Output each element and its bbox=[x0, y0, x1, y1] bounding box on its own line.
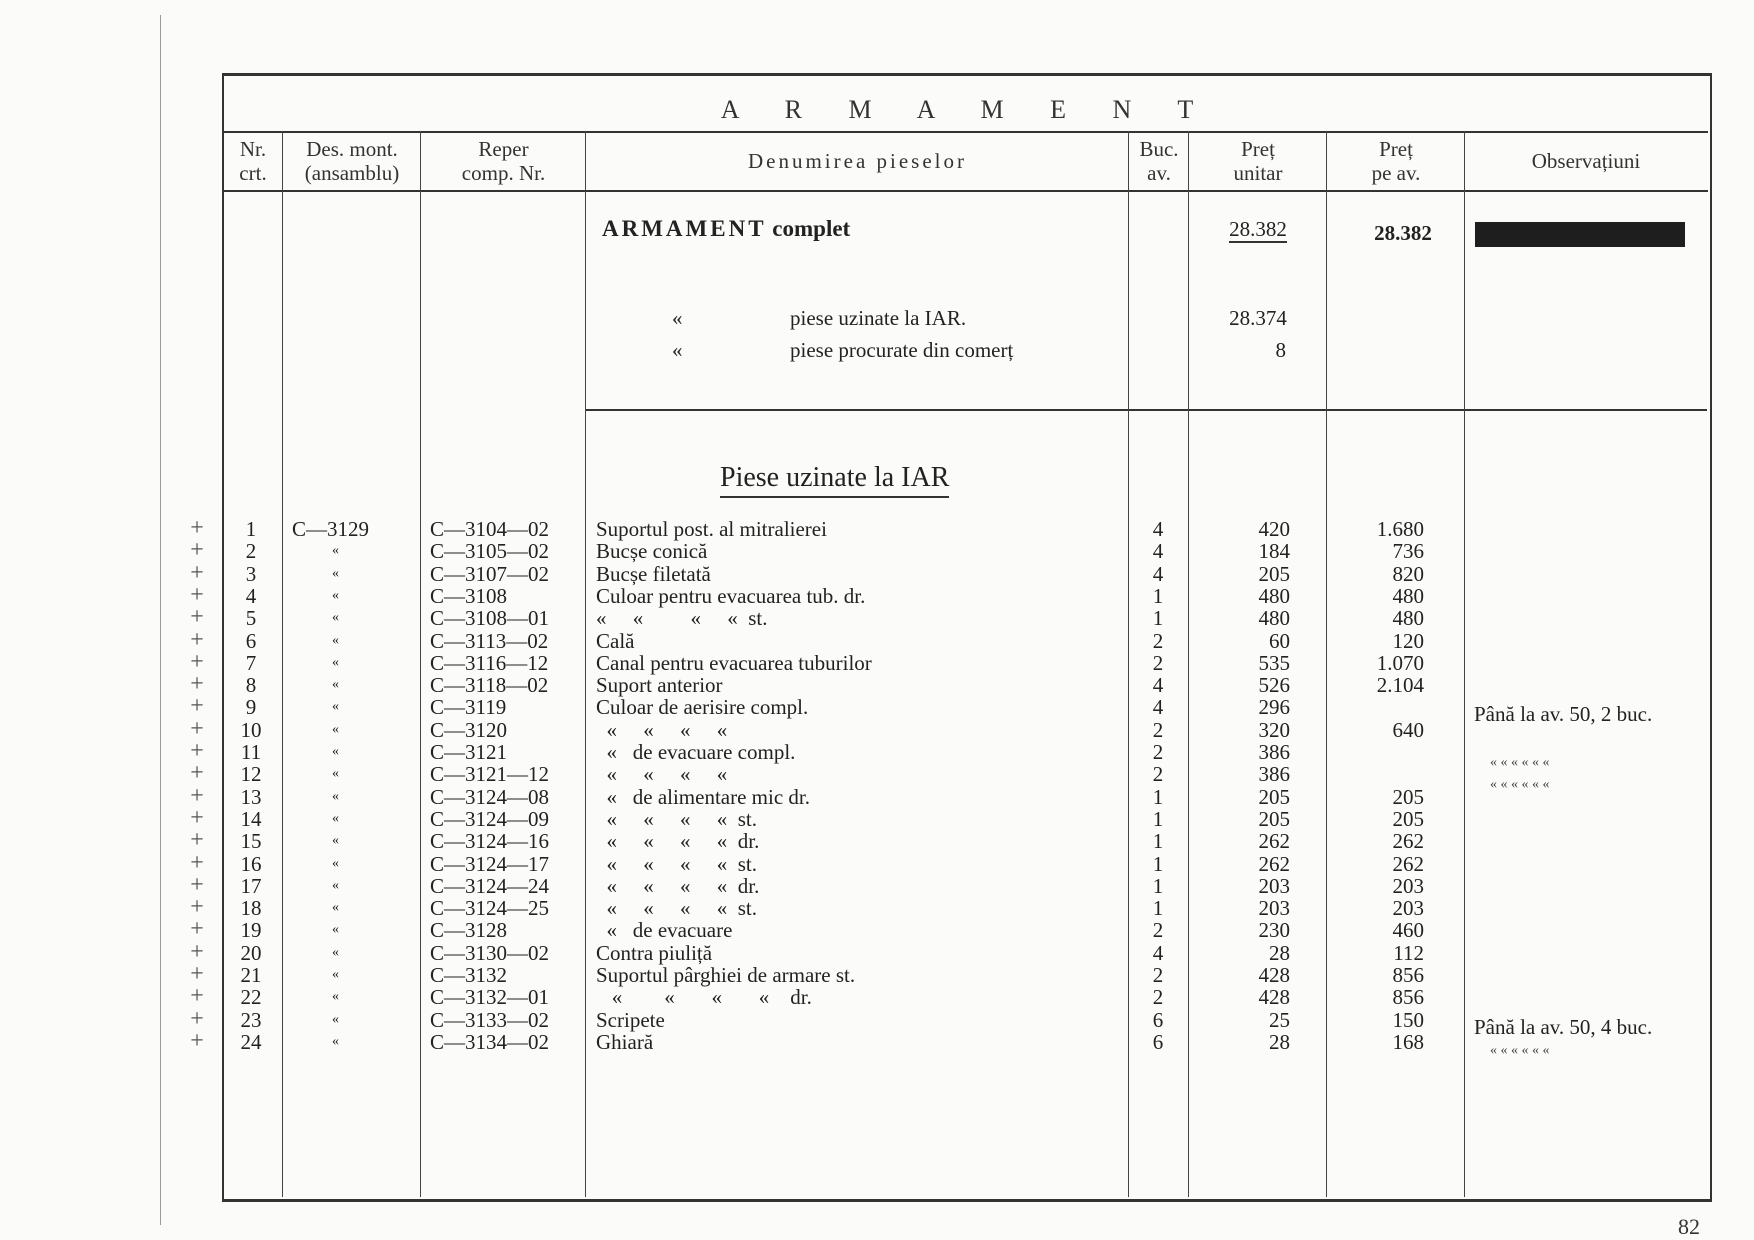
row-nr: 15 bbox=[240, 829, 262, 854]
row-nr: 22 bbox=[240, 985, 262, 1010]
row-nr: 17 bbox=[240, 873, 262, 898]
row-pret-av: 640 bbox=[1392, 717, 1424, 742]
row-pret-av: 262 bbox=[1392, 829, 1424, 854]
row-pret-unitar: 386 bbox=[1258, 762, 1290, 787]
row-denumire: « de evacuare bbox=[596, 918, 733, 943]
row-des-mont: « bbox=[332, 699, 339, 715]
row-reper: C—3108 bbox=[430, 583, 508, 608]
row-denumire: Cală bbox=[596, 628, 635, 653]
row-nr: 1 bbox=[245, 517, 257, 541]
row-reper: C—3105—02 bbox=[430, 539, 550, 564]
summary-divider bbox=[585, 409, 1707, 411]
row-pret-av: 2.104 bbox=[1376, 673, 1424, 698]
row-reper: C—3124—25 bbox=[430, 896, 550, 921]
row-tick-mark: + bbox=[190, 581, 204, 608]
row-pret-unitar: 25 bbox=[1269, 1007, 1290, 1032]
row-buc: 2 bbox=[1152, 740, 1164, 764]
row-des-mont: « bbox=[332, 677, 339, 693]
header-buc: Buc. av. bbox=[1139, 137, 1179, 185]
row-denumire: Suportul pârghiei de armare st. bbox=[596, 963, 856, 987]
row-des-mont: « bbox=[332, 1033, 339, 1049]
row-des-mont: C—3129 bbox=[292, 517, 370, 541]
row-tick-mark: + bbox=[190, 983, 204, 1010]
row-denumire: « « « « dr. bbox=[596, 985, 812, 1010]
row-pret-unitar: 428 bbox=[1258, 985, 1290, 1010]
row-nr: 2 bbox=[245, 539, 257, 564]
row-buc: 2 bbox=[1152, 985, 1164, 1010]
row-denumire: Bucșe filetată bbox=[596, 561, 711, 586]
row-buc: 2 bbox=[1152, 918, 1164, 943]
row-pret-unitar: 28 bbox=[1269, 1029, 1290, 1054]
row-buc: 1 bbox=[1152, 784, 1164, 809]
row-buc: 2 bbox=[1152, 628, 1164, 653]
row-reper: C—3118—02 bbox=[430, 673, 549, 698]
row-denumire: Ghiară bbox=[596, 1029, 654, 1054]
row-reper: C—3121 bbox=[430, 740, 508, 764]
row-reper: C—3120 bbox=[430, 717, 508, 742]
row-pret-av: 480 bbox=[1392, 606, 1424, 631]
row-buc: 4 bbox=[1152, 695, 1164, 720]
row-tick-mark: + bbox=[190, 849, 204, 876]
row-nr: 8 bbox=[245, 673, 257, 698]
row-des-mont: « bbox=[332, 587, 339, 603]
col-divider-2 bbox=[420, 131, 421, 1197]
row-tick-mark: + bbox=[190, 626, 204, 653]
observation-row-24: « « « « « « bbox=[1490, 1043, 1550, 1058]
row-des-mont: « bbox=[332, 922, 339, 938]
row-denumire: « « « « st. bbox=[596, 851, 758, 876]
row-buc: 4 bbox=[1152, 539, 1164, 564]
row-nr: 20 bbox=[240, 940, 262, 965]
col-divider-1 bbox=[282, 131, 283, 1197]
row-des-mont: « bbox=[332, 989, 339, 1005]
row-buc: 1 bbox=[1152, 851, 1164, 876]
row-denumire: « de alimentare mic dr. bbox=[596, 784, 811, 809]
row-reper: C—3132—01 bbox=[430, 985, 550, 1010]
row-nr: 11 bbox=[240, 740, 262, 764]
col-divider-4 bbox=[1128, 131, 1129, 1197]
redacted-bar bbox=[1475, 222, 1685, 247]
armament-complet-label: ARMAMENT complet bbox=[602, 216, 851, 241]
row-reper: C—3107—02 bbox=[430, 561, 550, 586]
row-nr: 6 bbox=[245, 628, 257, 653]
row-pret-av: 120 bbox=[1392, 628, 1424, 653]
row-pret-unitar: 480 bbox=[1258, 583, 1290, 608]
row-reper: C—3113—02 bbox=[430, 628, 549, 653]
row-pret-av: 736 bbox=[1392, 539, 1424, 564]
armament-complet-total: 28.382 bbox=[1374, 221, 1432, 245]
row-tick-mark: + bbox=[190, 894, 204, 921]
row-buc: 2 bbox=[1152, 762, 1164, 787]
row-des-mont: « bbox=[332, 1011, 339, 1027]
row-pret-unitar: 205 bbox=[1258, 561, 1290, 586]
row-nr: 16 bbox=[240, 851, 262, 876]
comert-label: piese procurate din comerț bbox=[790, 338, 1014, 362]
row-pret-unitar: 28 bbox=[1269, 940, 1290, 965]
row-tick-mark: + bbox=[190, 916, 204, 943]
row-denumire: « « « « dr. bbox=[596, 873, 760, 898]
row-des-mont: « bbox=[332, 565, 339, 581]
row-des-mont: « bbox=[332, 744, 339, 759]
row-pret-unitar: 320 bbox=[1258, 717, 1290, 742]
observation-row-12: « « « « « « bbox=[1490, 777, 1550, 792]
row-reper: C—3130—02 bbox=[430, 940, 550, 965]
row-nr: 9 bbox=[245, 695, 257, 720]
row-buc: 2 bbox=[1152, 963, 1164, 987]
row-buc: 6 bbox=[1152, 1007, 1164, 1032]
row-pret-unitar: 262 bbox=[1258, 829, 1290, 854]
row-pret-av: 205 bbox=[1392, 806, 1424, 831]
row-reper: C—3134—02 bbox=[430, 1029, 550, 1054]
row-pret-av: 856 bbox=[1392, 963, 1424, 987]
row-buc: 1 bbox=[1152, 806, 1164, 831]
row-reper: C—3124—08 bbox=[430, 784, 550, 809]
page-number: 82 bbox=[1678, 1214, 1700, 1239]
row-nr: 4 bbox=[245, 583, 257, 608]
header-observatiuni: Observațiuni bbox=[1531, 149, 1641, 173]
row-reper: C—3124—17 bbox=[430, 851, 550, 876]
header-reper: Reper comp. Nr. bbox=[461, 137, 546, 185]
row-reper: C—3116—12 bbox=[430, 650, 549, 675]
row-tick-mark: + bbox=[190, 559, 204, 586]
row-des-mont: « bbox=[332, 788, 339, 804]
row-denumire: Bucșe conică bbox=[596, 539, 708, 564]
row-des-mont: « bbox=[332, 721, 339, 737]
row-denumire: « « « « bbox=[596, 717, 728, 742]
col-divider-3 bbox=[585, 131, 586, 1197]
row-pret-unitar: 203 bbox=[1258, 873, 1290, 898]
row-pret-av: 262 bbox=[1392, 851, 1424, 876]
row-pret-unitar: 386 bbox=[1258, 740, 1290, 764]
row-denumire: Scripete bbox=[596, 1007, 665, 1032]
row-pret-av: 480 bbox=[1392, 583, 1424, 608]
row-nr: 3 bbox=[245, 561, 257, 586]
row-reper: C—3108—01 bbox=[430, 606, 550, 631]
row-pret-av: 1.680 bbox=[1376, 517, 1424, 541]
row-pret-av: 168 bbox=[1392, 1029, 1424, 1054]
uzinate-label: piese uzinate la IAR. bbox=[790, 306, 967, 330]
row-pret-unitar: 60 bbox=[1269, 628, 1290, 653]
row-denumire: « « « « dr. bbox=[596, 829, 760, 854]
row-buc: 1 bbox=[1152, 606, 1164, 631]
row-tick-mark: + bbox=[190, 648, 204, 675]
row-tick-mark: + bbox=[190, 1005, 204, 1032]
row-pret-unitar: 203 bbox=[1258, 896, 1290, 921]
row-nr: 13 bbox=[240, 784, 262, 809]
row-pret-unitar: 428 bbox=[1258, 963, 1290, 987]
row-buc: 4 bbox=[1152, 940, 1164, 965]
row-des-mont: « bbox=[332, 877, 339, 893]
row-nr: 5 bbox=[245, 606, 257, 631]
row-des-mont: « bbox=[332, 855, 339, 871]
observation-row-11: « « « « « « bbox=[1490, 755, 1550, 770]
row-des-mont: « bbox=[332, 833, 339, 849]
row-pret-av: 203 bbox=[1392, 873, 1424, 898]
row-denumire: « « « « st. bbox=[596, 606, 768, 631]
row-denumire: Culoar de aerisire compl. bbox=[596, 695, 809, 720]
header-divider bbox=[222, 190, 1708, 192]
row-des-mont: « bbox=[332, 610, 339, 626]
row-reper: C—3104—02 bbox=[430, 517, 550, 541]
row-buc: 4 bbox=[1152, 561, 1164, 586]
row-pret-unitar: 205 bbox=[1258, 806, 1290, 831]
row-denumire: Suport anterior bbox=[596, 673, 723, 698]
row-tick-mark: + bbox=[190, 537, 204, 564]
row-denumire: « de evacuare compl. bbox=[596, 740, 796, 764]
row-tick-mark: + bbox=[190, 782, 204, 809]
row-tick-mark: + bbox=[190, 604, 204, 631]
uzinate-ditto: « bbox=[672, 306, 683, 330]
armament-complet-unit-price: 28.382 bbox=[1229, 217, 1287, 241]
row-tick-mark: + bbox=[190, 1027, 204, 1054]
row-des-mont: « bbox=[332, 654, 339, 670]
row-pret-av: 112 bbox=[1393, 940, 1424, 965]
header-nr: Nr. crt. bbox=[239, 137, 267, 185]
row-buc: 2 bbox=[1152, 650, 1164, 675]
row-denumire: Canal pentru evacuarea tuburilor bbox=[596, 650, 872, 675]
row-des-mont: « bbox=[332, 543, 339, 559]
row-denumire: « « « « st. bbox=[596, 896, 758, 921]
row-reper: C—3133—02 bbox=[430, 1007, 550, 1032]
row-des-mont: « bbox=[332, 944, 339, 960]
row-buc: 4 bbox=[1152, 673, 1164, 698]
section-heading: Piese uzinate la IAR bbox=[720, 462, 949, 498]
row-buc: 1 bbox=[1152, 873, 1164, 898]
row-des-mont: « bbox=[332, 900, 339, 916]
row-tick-mark: + bbox=[190, 871, 204, 898]
row-tick-mark: + bbox=[190, 693, 204, 720]
row-buc: 1 bbox=[1152, 583, 1164, 608]
row-reper: C—3132 bbox=[430, 963, 508, 987]
row-nr: 19 bbox=[240, 918, 262, 943]
row-reper: C—3128 bbox=[430, 918, 508, 943]
observation-row-23: Până la av. 50, 4 buc. bbox=[1474, 1015, 1653, 1039]
row-tick-mark: + bbox=[190, 804, 204, 831]
row-reper: C—3121—12 bbox=[430, 762, 550, 787]
row-buc: 2 bbox=[1152, 717, 1164, 742]
row-pret-unitar: 262 bbox=[1258, 851, 1290, 876]
row-tick-mark: + bbox=[190, 961, 204, 987]
row-denumire: Culoar pentru evacuarea tub. dr. bbox=[596, 583, 866, 608]
row-pret-unitar: 420 bbox=[1258, 517, 1290, 541]
row-pret-unitar: 184 bbox=[1258, 539, 1290, 564]
header-denumirea: Denumirea pieselor bbox=[747, 149, 968, 173]
row-nr: 12 bbox=[240, 762, 262, 787]
row-pret-av: 150 bbox=[1392, 1007, 1424, 1032]
row-nr: 14 bbox=[240, 806, 262, 831]
row-buc: 6 bbox=[1152, 1029, 1164, 1054]
row-nr: 18 bbox=[240, 896, 262, 921]
row-pret-av: 460 bbox=[1392, 918, 1424, 943]
table-title: A R M A M E N T bbox=[720, 95, 1214, 124]
row-tick-mark: + bbox=[190, 715, 204, 742]
row-reper: C—3119 bbox=[430, 695, 507, 720]
row-tick-mark: + bbox=[190, 738, 204, 764]
row-pret-av: 205 bbox=[1392, 784, 1424, 809]
row-reper: C—3124—09 bbox=[430, 806, 550, 831]
row-buc: 1 bbox=[1152, 896, 1164, 921]
uzinate-value: 28.374 bbox=[1229, 306, 1287, 330]
row-pret-unitar: 535 bbox=[1258, 650, 1290, 675]
row-pret-av: 1.070 bbox=[1376, 650, 1424, 675]
row-pret-unitar: 526 bbox=[1258, 673, 1290, 698]
row-tick-mark: + bbox=[190, 760, 204, 787]
row-des-mont: « bbox=[332, 766, 339, 782]
header-pret-unitar: Preț unitar bbox=[1233, 137, 1283, 185]
row-tick-mark: + bbox=[190, 515, 204, 541]
row-nr: 10 bbox=[240, 717, 262, 742]
col-divider-5 bbox=[1188, 131, 1189, 1197]
row-pret-unitar: 205 bbox=[1258, 784, 1290, 809]
header-des-mont: Des. mont. (ansamblu) bbox=[304, 137, 400, 185]
row-reper: C—3124—24 bbox=[430, 873, 550, 898]
row-tick-mark: + bbox=[190, 827, 204, 854]
observation-row-9: Până la av. 50, 2 buc. bbox=[1474, 702, 1653, 726]
row-nr: 23 bbox=[240, 1007, 262, 1032]
row-nr: 24 bbox=[240, 1029, 262, 1054]
col-divider-7 bbox=[1464, 131, 1465, 1197]
row-tick-mark: + bbox=[190, 671, 204, 698]
row-denumire: « « « « st. bbox=[596, 806, 758, 831]
row-des-mont: « bbox=[332, 810, 339, 826]
row-pret-av: 203 bbox=[1392, 896, 1424, 921]
row-nr: 21 bbox=[240, 963, 262, 987]
row-buc: 1 bbox=[1152, 829, 1164, 854]
row-nr: 7 bbox=[245, 650, 257, 675]
header-pret-av: Preț pe av. bbox=[1371, 137, 1421, 185]
row-denumire: Contra piuliță bbox=[596, 940, 713, 965]
row-tick-mark: + bbox=[190, 938, 204, 965]
comert-ditto: « bbox=[672, 338, 683, 362]
row-pret-unitar: 296 bbox=[1258, 695, 1290, 720]
row-des-mont: « bbox=[332, 967, 339, 982]
row-denumire: Suportul post. al mitralierei bbox=[596, 517, 827, 541]
col-divider-6 bbox=[1326, 131, 1327, 1197]
row-pret-av: 820 bbox=[1392, 561, 1424, 586]
comert-value: 8 bbox=[1275, 338, 1286, 362]
page-margin-line bbox=[160, 15, 161, 1225]
row-reper: C—3124—16 bbox=[430, 829, 550, 854]
row-des-mont: « bbox=[332, 632, 339, 648]
row-denumire: « « « « bbox=[596, 762, 728, 787]
row-buc: 4 bbox=[1152, 517, 1164, 541]
row-pret-unitar: 230 bbox=[1258, 918, 1290, 943]
row-pret-av: 856 bbox=[1392, 985, 1424, 1010]
row-pret-unitar: 480 bbox=[1258, 606, 1290, 631]
